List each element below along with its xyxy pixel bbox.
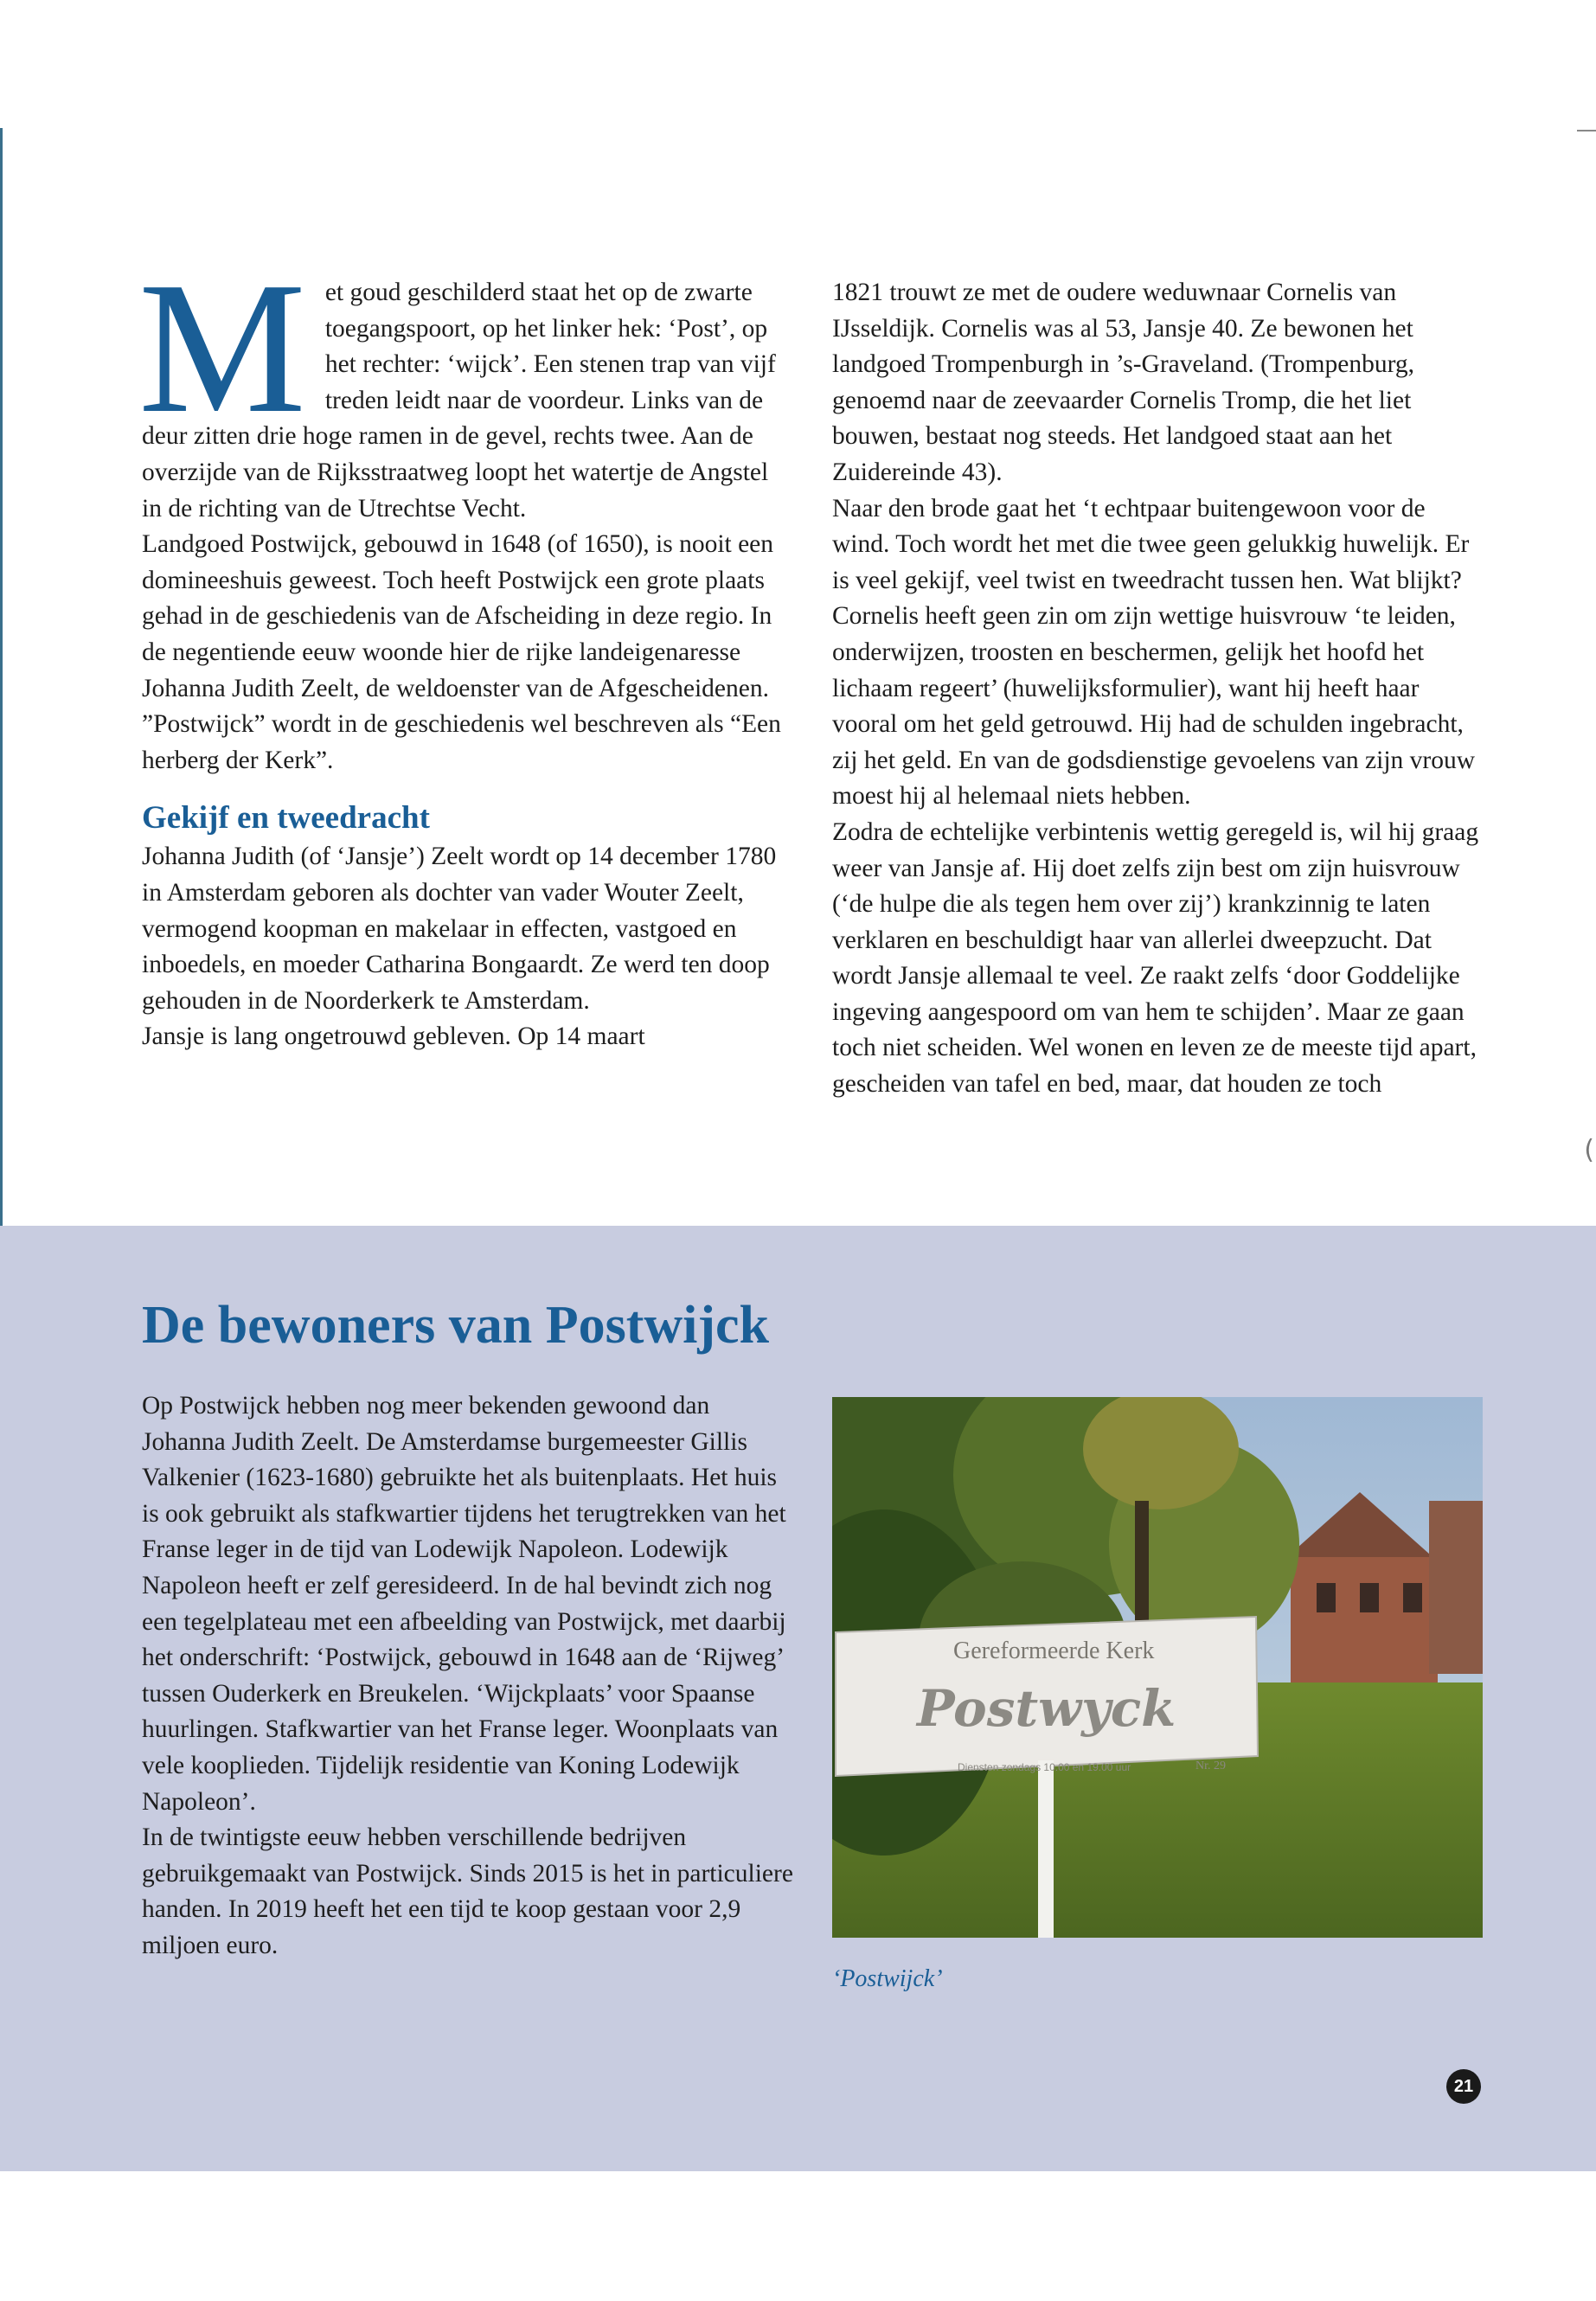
article-left-column — [138, 244, 792, 1055]
box-title: De bewoners van Postwijck — [142, 1296, 769, 1355]
paragraph: 1821 trouwt ze met de oudere weduwnaar Cornelis van IJsseldijk. Cornelis was al 53, Jansje 40. Ze bewonen het landgoed Trompenburgh in ’s-Graveland. (Trompenburg, genoemd naar de zeevaarder Cornelis Tromp, die het liet bouwen, bestaat nog steeds. Het landgoed staat aan het Zuidereinde 43). — [832, 279, 1414, 486]
sign-service-times: Diensten zondags 10.00 en 19.00 uur — [958, 1761, 1131, 1773]
article-right-column — [832, 275, 1483, 1103]
sign-church-name: Postwyck — [917, 1679, 1176, 1738]
paragraph: Naar den brode gaat het ‘t echtpaar buitengewoon voor de wind. Toch wordt het met die twee geen gelukkig huwelijk. Er is veel gekijf, veel twist en tweedracht tussen hen. Wat blijkt? Cornelis heeft geen zin om zijn wettige huisvrouw ‘te leiden, onderwijzen, troosten en beschermen, gelijk het hoofd het lichaam regeert’ (huwelijksformulier), want hij heeft haar vooral om het geld getrouwd. Hij had de schulden ingebracht, zij het geld. En van de godsdienstige gevoelens van zijn vrouw moest hij al helemaal niets hebben. — [832, 494, 1476, 811]
paragraph: Landgoed Postwijck, gebouwd in 1648 (of 1650), is nooit een domineeshuis geweest. Toch heeft Postwijck een grote plaats gehad in de geschiedenis van de Afscheiding in deze regio. In de negentiende eeuw woonde hier de rijke landeigenaresse Johanna Judith Zeelt, de weldoenster van de Afgescheidenen. ”Postwijck” wordt in de geschiedenis wel beschreven als “Een herberg der Kerk”. — [142, 530, 781, 774]
paragraph: Zodra de echtelijke verbintenis wettig geregeld is, wil hij graag weer van Jansje af. Hij doet zelfs zijn best om zijn huisvrouw (‘de hulpe die als tegen hem over zij’) krankzinnig te laten verklaren en beschuldigt haar van allerlei dweepzucht. Dat wordt Jansje allemaal te veel. Ze raakt zelfs ‘door Goddelijke ingeving aangespoord om van hem te schijden’. Maar ze gaan toch niet scheiden. Wel wonen en leven ze de meeste tijd apart, gescheiden van tafel en bed, maar, dat houden ze toch — [832, 817, 1479, 1099]
paragraph: Op Postwijck hebben nog meer bekenden gewoond dan Johanna Judith Zeelt. De Amsterdamse burgemeester Gillis Valkenier (1623-1680) gebruikte het als buitenplaats. Het huis is ook gebruikt als stafkwartier tijdens het terugtrekken van het Franse leger in de tijd van Lodewijk Napoleon. Lodewijk Napoleon heeft er zelf geresideerd. In de hal bevindt zich nog een tegelplateau met een afbeelding van Postwijck, met daarbij het onderschrift: ‘Postwijck, gebouwd in 1648 aan de ‘Rijweg’ tussen Ouderkerk en Breukelen. ‘Wijckplaats’ voor Spaanse huurlingen. Stafkwartier van het Franse leger. Woonplaats van vele kooplieden. Tijdelijk residentie van Koning Lodewijk Napoleon’. — [142, 1392, 786, 1816]
sign-church-label: Gereformeerde Kerk — [953, 1638, 1155, 1664]
page-number: 21 — [1446, 2069, 1481, 2104]
paragraph: Johanna Judith (of ‘Jansje’) Zeelt wordt op 14 december 1780 in Amsterdam geboren als dochter van vader Wouter Zeelt, vermogend koopman en makelaar in effecten, vastgoed en inboedels, en moeder Catharina Bongaardt. Ze werd ten doop gehouden in de Noorderkerk te Amsterdam. — [142, 843, 777, 1015]
subheading: Gekijf en tweedracht — [142, 800, 430, 836]
trim-mark-top — [1577, 130, 1596, 131]
church-sign-photo — [832, 1397, 1483, 1938]
box-text-column — [142, 1388, 799, 1965]
intro-paragraph: Met goud geschilderd staat het op de zwarte toegangspoort, op het linker hek: ‘Post’, op het rechter: ‘wijck’. Een stenen trap van vijf treden leidt naar de voordeur. Links van de deur zitten drie hoge ramen in de gevel, rechts twee. Aan de overzijde van de Rijksstraatweg loopt het watertje de Angstel in de richting van de Utrechtse Vecht. — [138, 244, 776, 522]
photo-caption: ‘Postwijck’ — [832, 1965, 943, 1992]
registration-mark-icon: ( — [1584, 1135, 1594, 1165]
paragraph: In de twintigste eeuw hebben verschillende bedrijven gebruikgemaakt van Postwijck. Sinds 2015 is het in particuliere handen. In 2019 heeft het een tijd te koop gestaan voor 2,9 miljoen euro. — [142, 1823, 793, 1959]
sign-number: Nr. 29 — [1195, 1759, 1226, 1772]
drop-cap: M — [138, 244, 306, 452]
paragraph: Jansje is lang ongetrouwd gebleven. Op 14 maart — [142, 1022, 645, 1051]
